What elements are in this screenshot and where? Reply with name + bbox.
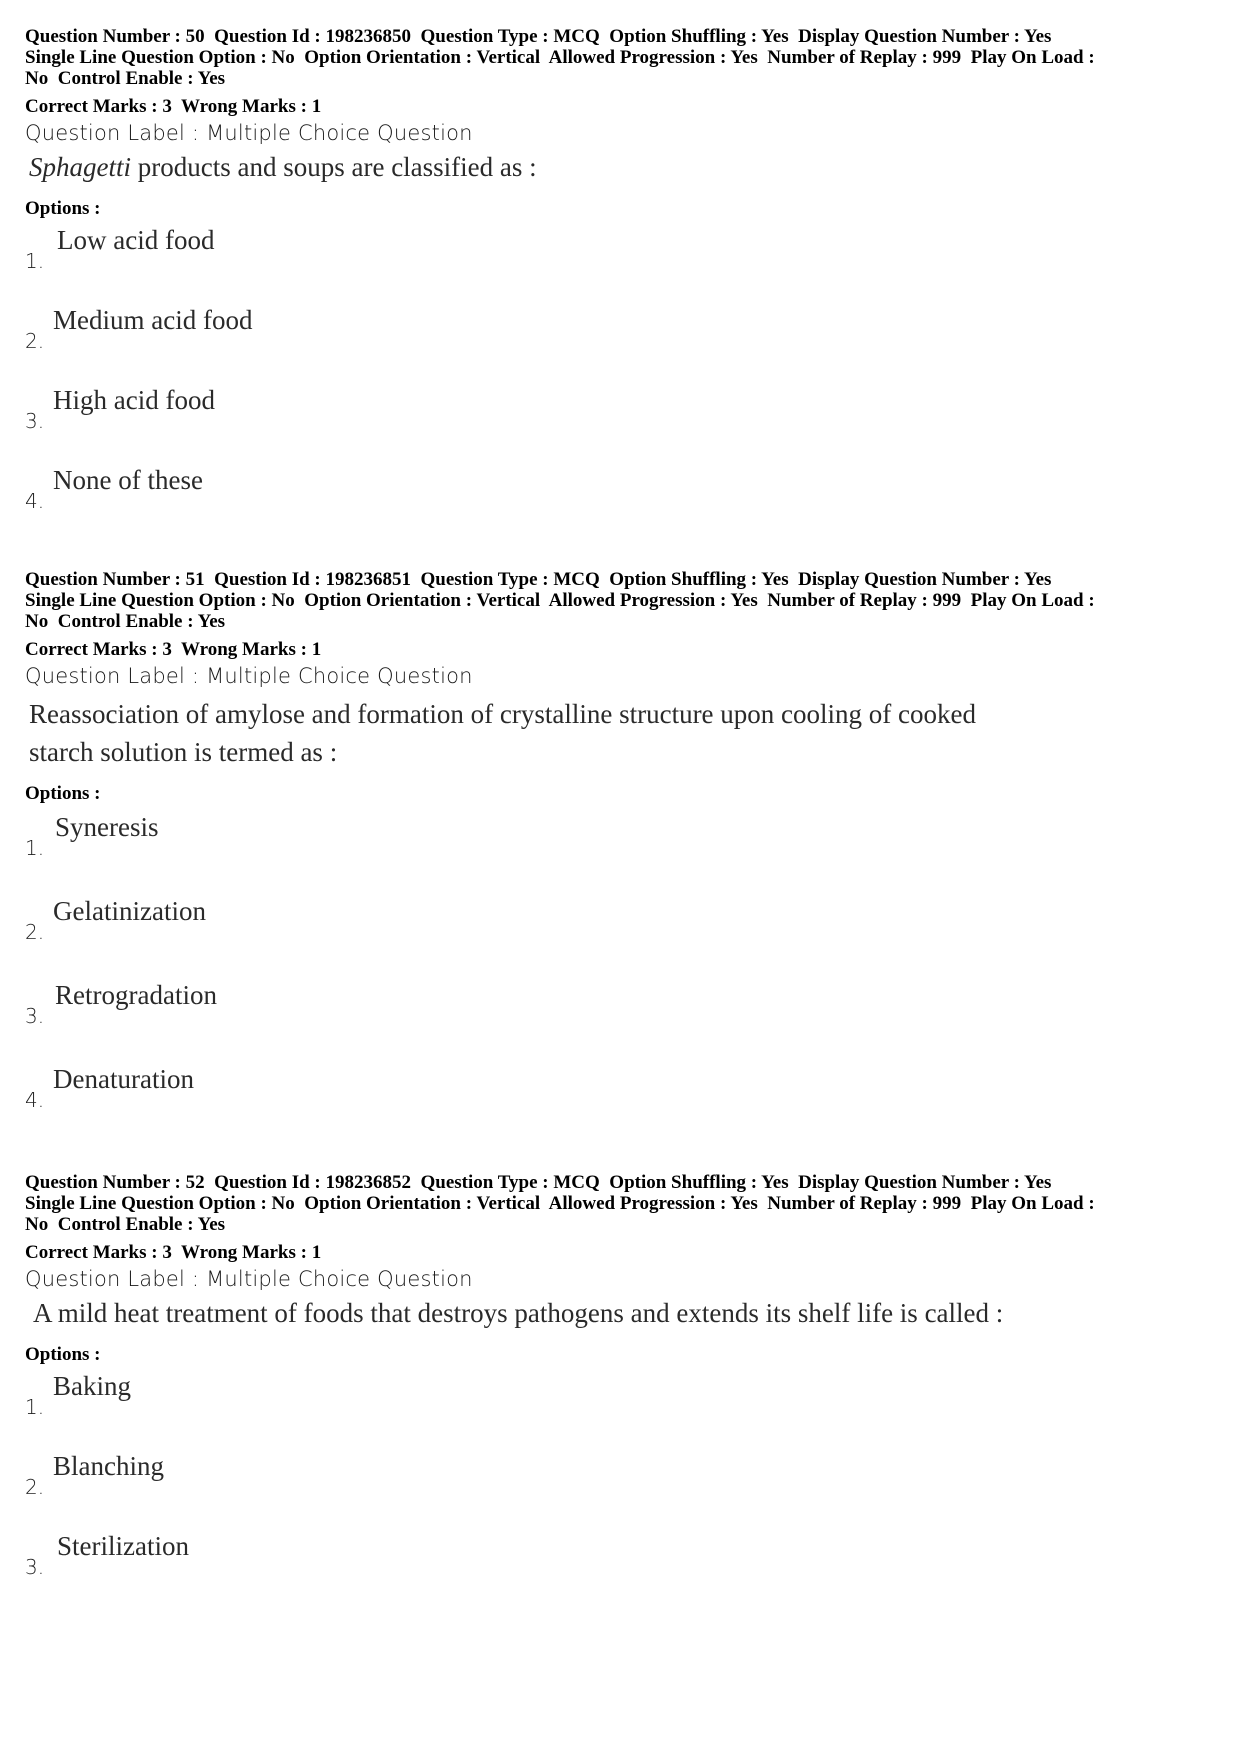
question-label: Question Label : Multiple Choice Question	[25, 121, 473, 145]
option-number: 1.	[25, 249, 45, 273]
question-text	[25, 695, 1225, 771]
option-2[interactable]	[25, 305, 1225, 385]
question-paper	[25, 26, 1225, 1611]
option-1[interactable]	[25, 812, 1225, 896]
question-text-italic: Sphagetti	[29, 152, 131, 182]
question-label: Question Label : Multiple Choice Question	[25, 1267, 473, 1291]
question-marks: Correct Marks : 3 Wrong Marks : 1	[25, 639, 322, 660]
question-meta: Question Number : 50 Question Id : 198236850 Question Type : MCQ Option Shuffling : Yes Display Question Number : Yes Single Line Question Option : No Option Orientation : Vertical Allowed Progression : Yes Number of Replay : 999 Play On Load : No Control Enable : Yes	[25, 26, 1095, 89]
question-marks: Correct Marks : 3 Wrong Marks : 1	[25, 1242, 322, 1263]
option-4[interactable]	[25, 1064, 1225, 1168]
option-number: 3.	[25, 1555, 45, 1579]
option-4[interactable]	[25, 465, 1225, 565]
option-text: High acid food	[53, 385, 215, 415]
question-text-line-2: starch solution is termed as :	[29, 737, 338, 767]
option-number: 2.	[25, 329, 45, 353]
question-text: A mild heat treatment of foods that destroys pathogens and extends its shelf life is called :	[33, 1298, 1004, 1328]
options-label: Options :	[25, 1344, 101, 1365]
option-number: 2.	[25, 1475, 45, 1499]
option-text: Baking	[53, 1371, 131, 1401]
question-meta: Question Number : 51 Question Id : 198236851 Question Type : MCQ Option Shuffling : Yes Display Question Number : Yes Single Line Question Option : No Option Orientation : Vertical Allowed Progression : Yes Number of Replay : 999 Play On Load : No Control Enable : Yes	[25, 569, 1095, 632]
option-number: 3.	[25, 409, 45, 433]
option-2[interactable]	[25, 1451, 1225, 1531]
option-1[interactable]	[25, 225, 1225, 305]
question-text	[25, 148, 1225, 186]
option-text: Denaturation	[53, 1064, 194, 1094]
option-text: Low acid food	[57, 225, 215, 255]
question-block-50	[25, 26, 1225, 565]
option-text: Medium acid food	[53, 305, 253, 335]
option-3[interactable]	[25, 980, 1225, 1064]
question-block-52	[25, 1172, 1225, 1611]
option-number: 4.	[25, 489, 45, 513]
option-number: 3.	[25, 1004, 45, 1028]
option-1[interactable]	[25, 1371, 1225, 1451]
option-number: 2.	[25, 920, 45, 944]
option-text: Sterilization	[57, 1531, 189, 1561]
option-number: 1.	[25, 836, 45, 860]
option-text: Syneresis	[55, 812, 159, 842]
question-meta: Question Number : 52 Question Id : 198236852 Question Type : MCQ Option Shuffling : Yes Display Question Number : Yes Single Line Question Option : No Option Orientation : Vertical Allowed Progression : Yes Number of Replay : 999 Play On Load : No Control Enable : Yes	[25, 1172, 1095, 1235]
option-3[interactable]	[25, 385, 1225, 465]
option-text: Gelatinization	[53, 896, 206, 926]
option-number: 4.	[25, 1088, 45, 1112]
option-number: 1.	[25, 1395, 45, 1419]
option-text: Retrogradation	[55, 980, 217, 1010]
question-block-51	[25, 569, 1225, 1168]
option-2[interactable]	[25, 896, 1225, 980]
options-label: Options :	[25, 198, 101, 219]
option-3[interactable]	[25, 1531, 1225, 1611]
options-label: Options :	[25, 783, 101, 804]
question-marks: Correct Marks : 3 Wrong Marks : 1	[25, 96, 322, 117]
question-text-rest: products and soups are classified as :	[131, 152, 537, 182]
option-text: Blanching	[53, 1451, 164, 1481]
option-text: None of these	[53, 465, 203, 495]
question-label: Question Label : Multiple Choice Question	[25, 664, 473, 688]
question-text-line-1: Reassociation of amylose and formation of crystalline structure upon cooling of cooked	[29, 699, 976, 729]
